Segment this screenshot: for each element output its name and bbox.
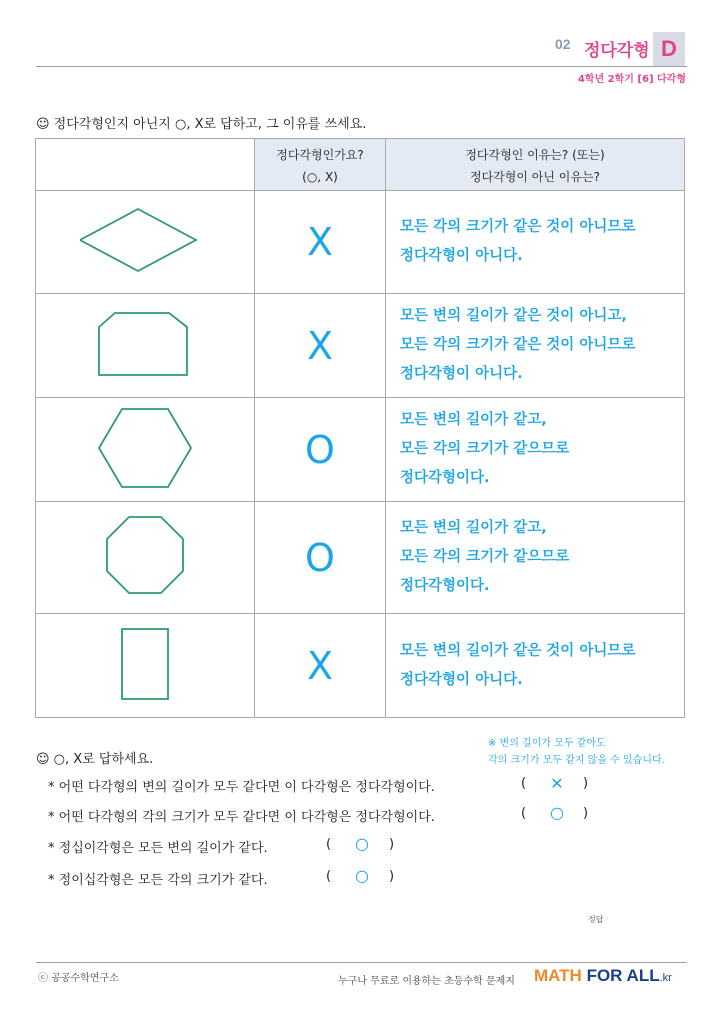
octagon-shape	[101, 513, 189, 599]
paren-close: )	[389, 869, 395, 884]
reason-line: 모든 변의 길이가 같은 것이 아니고,	[400, 308, 627, 324]
header-reason-line2: 정다각형이 아닌 이유는?	[470, 169, 600, 184]
header-ox-line1: 정다각형인가요?	[276, 147, 364, 162]
unit-title: 정다각형	[584, 41, 650, 61]
paren-close: )	[583, 776, 589, 791]
brand-forall: FOR ALL	[586, 966, 660, 985]
table-row	[36, 398, 685, 502]
reason-line: 정다각형이다.	[400, 578, 490, 594]
reason-cell	[386, 191, 685, 294]
ox-answer: X	[255, 191, 386, 294]
note-line2: 각의 크기가 모두 같지 않을 수 있습니다.	[488, 755, 665, 766]
reason-line: 모든 각의 크기가 같은 것이 아니므로	[400, 219, 636, 235]
reason-line: 모든 각의 크기가 같은 것이 아니므로	[400, 337, 636, 353]
reason-line: 정다각형이 아니다.	[400, 248, 523, 264]
rhombus-shape	[80, 205, 210, 275]
pentagon-shape	[95, 309, 195, 379]
polygon-table	[35, 138, 685, 718]
table-row	[36, 191, 685, 294]
reason-line: 모든 변의 길이가 같은 것이 아니므로	[400, 642, 636, 659]
tagline: 누구나 무료로 이용하는 초등수학 문제지	[338, 976, 515, 987]
reason-cell	[386, 614, 685, 718]
brand-math: MATH	[534, 966, 582, 985]
header-ox-line2: (○, X)	[302, 169, 338, 184]
question-1: * 어떤 다각형의 변의 길이가 모두 같다면 이 다각형은 정다각형이다.	[48, 780, 435, 795]
reason-line: 정다각형이 아니다.	[400, 366, 523, 382]
answer-mark: ○	[355, 834, 369, 853]
reason-line: 정다각형이다.	[400, 470, 490, 486]
ox-answer: O	[255, 398, 386, 502]
shape-cell	[36, 398, 255, 502]
hexagon-shape	[95, 405, 195, 491]
answer-mark: ○	[550, 803, 564, 822]
question-4: * 정이십각형은 모든 각의 크기가 같다.	[48, 873, 268, 888]
reason-line: 모든 각의 크기가 같으므로	[400, 441, 570, 457]
paren-open: (	[326, 869, 332, 884]
reason-line: 모든 각의 크기가 같으므로	[400, 549, 570, 565]
paren-open: (	[521, 806, 527, 821]
reason-cell	[386, 502, 685, 614]
question-2: * 어떤 다각형의 각의 크기가 모두 같다면 이 다각형은 정다각형이다.	[48, 810, 435, 825]
reason-cell	[386, 398, 685, 502]
table-header-reason	[386, 139, 685, 191]
table-header-row	[36, 139, 685, 191]
copyright: ⓒ 공공수학연구소	[38, 973, 119, 984]
table-header-ox	[255, 139, 386, 191]
footer-divider	[36, 962, 687, 963]
ox-answer: O	[255, 502, 386, 614]
ox-answer: X	[255, 614, 386, 718]
paren-close: )	[389, 837, 395, 852]
table-row	[36, 294, 685, 398]
ox-answer: X	[255, 294, 386, 398]
shape-cell	[36, 502, 255, 614]
table-header-empty	[36, 139, 255, 191]
paren-open: (	[521, 776, 527, 791]
level-badge: D	[653, 32, 685, 66]
brand-logo	[534, 966, 672, 986]
header-reason-line1: 정다각형인 이유는? (또는)	[465, 147, 605, 162]
note-line1: ※ 변의 길이가 모두 같아도	[488, 738, 606, 749]
answer-label: 정답	[588, 915, 604, 924]
answer-mark: ○	[355, 866, 369, 885]
shape-cell	[36, 294, 255, 398]
reason-line: 모든 변의 길이가 같고,	[400, 412, 547, 428]
shape-cell	[36, 614, 255, 718]
table-row	[36, 614, 685, 718]
answer-mark: ✕	[550, 774, 564, 793]
brand-kr: .kr	[659, 972, 672, 984]
paren-open: (	[326, 837, 332, 852]
header-divider	[36, 66, 687, 67]
reason-cell	[386, 294, 685, 398]
question-3: * 정십이각형은 모든 변의 길이가 같다.	[48, 841, 268, 856]
rectangle-shape	[117, 624, 173, 704]
reason-line: 정다각형이 아니다.	[400, 671, 523, 688]
section2-instruction: ☺ ○, X로 답하세요.	[36, 752, 154, 767]
reason-line: 모든 변의 길이가 같고,	[400, 520, 547, 536]
shape-cell	[36, 191, 255, 294]
unit-subtitle: 4학년 2학기 [6] 다각형	[577, 74, 686, 85]
section1-instruction: ☺ 정다각형인지 아닌지 ○, X로 답하고, 그 이유를 쓰세요.	[36, 117, 367, 132]
table-row	[36, 502, 685, 614]
paren-close: )	[583, 806, 589, 821]
unit-number: 02	[555, 36, 571, 52]
